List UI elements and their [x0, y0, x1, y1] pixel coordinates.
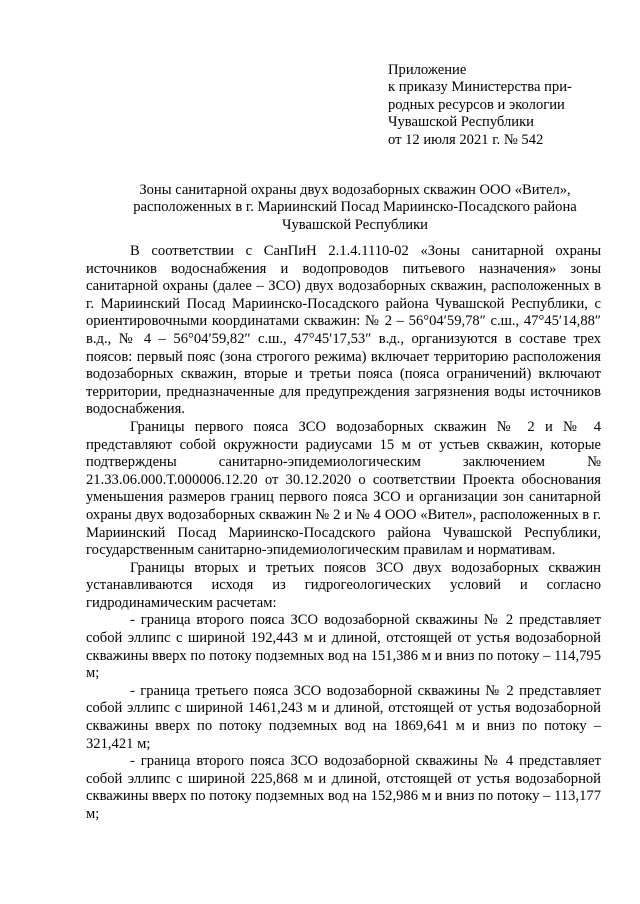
- paragraph-first-belt: Границы первого пояса ЗСО водозаборных скважин № 2 и № 4 представляют собой окружности радиусами 15 м от устьев скважин, которые подтверждены санитарно-эпидемиологическим заключением № 21.33.06.000.Т.000006.12.20 от 30.12.2020 о соответствии Проекта обоснования уменьшения размеров границ первого пояса ЗСО и организации зон санитарной охраны двух водозаборных скважин № 2 и № 4 ООО «Вител», расположенных в г. Мариинский Посад Мариинско-Посадского района Чувашской Республики, государственным санитарно-эпидемиологическим правилам и нормативам.: [86, 418, 601, 559]
- appendix-block: [388, 62, 603, 149]
- appendix-line: к приказу Министерства при-: [388, 79, 572, 96]
- title-line: Зоны санитарной охраны двух водозаборных скважин ООО «Вител»,: [139, 182, 571, 198]
- appendix-line: Чувашской Республики: [388, 114, 534, 131]
- appendix-line: Приложение: [388, 62, 467, 78]
- list-item: - граница второго пояса ЗСО водозаборной скважины № 4 представляет собой эллипс с шириной 225,868 м и длиной, отстоящей от устья водозаборной скважины вверх по потоку подземных вод на 152,986 м и вниз по потоку – 113,177 м;: [86, 753, 601, 822]
- paragraph-second-third-belts: Границы вторых и третьих поясов ЗСО двух водозаборных скважин устанавливаются исходя из гидрогеологических условий и согласно гидродинамическим расчетам:: [86, 559, 601, 611]
- appendix-line: от 12 июля 2021 г. № 542: [388, 131, 544, 148]
- title-line: расположенных в г. Мариинский Посад Мариинско-Посадского района: [133, 199, 577, 216]
- document-body: [86, 243, 601, 824]
- paragraph-intro: В соответствии с СанПиН 2.1.4.1110-02 «Зоны санитарной охраны источников водоснабжения и водопроводов питьевого назначения» зоны санитарной охраны (далее – ЗСО) двух водозаборных скважин, расположенных в г. Мариинский Посад Мариинско-Посадского района Чувашской Республики, с ориентировочными координатами скважин: № 2 – 56°04′59,78″ с.ш., 47°45′14,88″ в.д., № 4 – 56°04′59,82″ с.ш., 47°45′17,53″ в.д., организуются в составе трех поясов: первый пояс (зона строгого режима) включает территорию расположения водозаборных скважин, вторые и третьи пояса (пояса ограничений) включают территории, предназначенные для предупреждения загрязнения воды источников водоснабжения.: [86, 243, 601, 418]
- list-item: - граница второго пояса ЗСО водозаборной скважины № 2 представляет собой эллипс с шириной 192,443 м и длиной, отстоящей от устья водозаборной скважины вверх по потоку подземных вод на 151,386 м и вниз по потоку – 114,795 м;: [86, 612, 601, 682]
- title-line: Чувашской Республики: [282, 216, 428, 233]
- list-item: - граница третьего пояса ЗСО водозаборной скважины № 2 представляет собой эллипс с шириной 1461,243 м и длиной, отстоящей от устья водозаборной скважины вверх по потоку подземных вод на 1869,641 м и вниз по потоку – 321,421 м;: [86, 682, 601, 752]
- appendix-line: родных ресурсов и экологии: [388, 96, 565, 113]
- document-title: [92, 182, 618, 234]
